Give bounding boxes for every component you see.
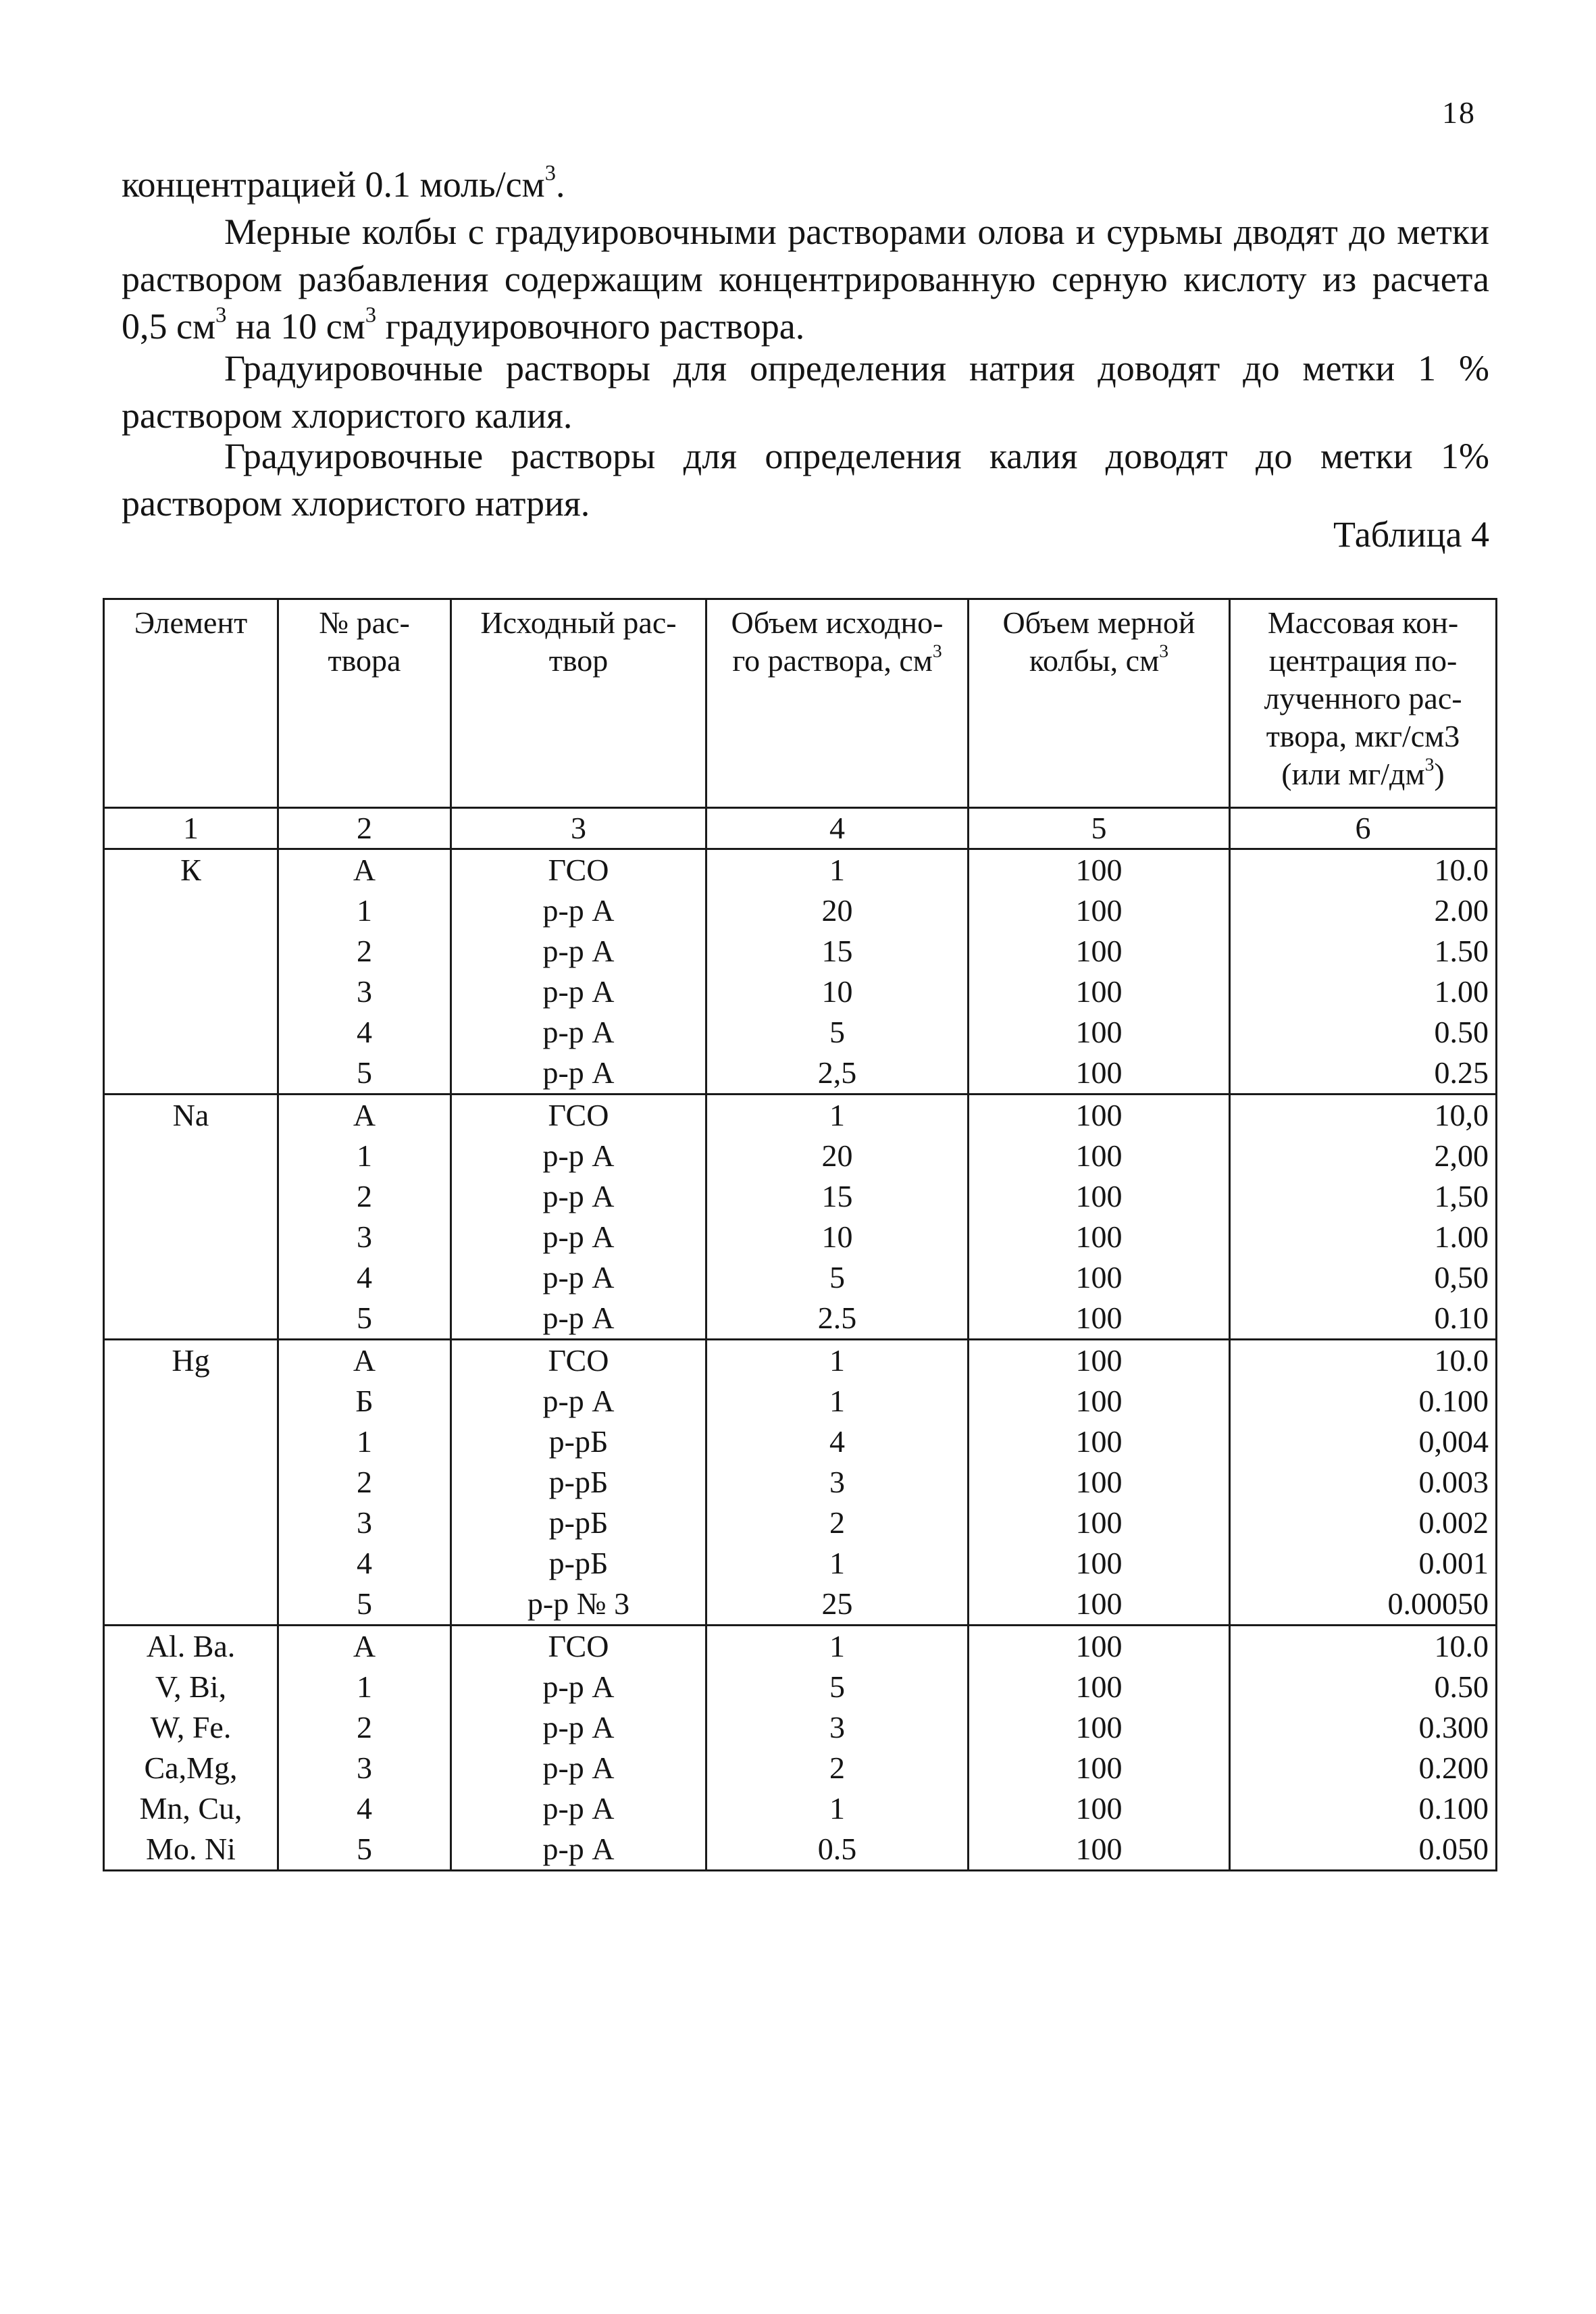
element-cell <box>104 1543 278 1584</box>
source-volume-cell: 25 <box>706 1584 969 1626</box>
flask-volume-cell: 100 <box>969 1788 1230 1829</box>
element-cell: Al. Ba. <box>104 1626 278 1667</box>
solution-number-cell: Б <box>278 1381 451 1422</box>
source-solution-cell: р-р А <box>451 1257 706 1298</box>
flask-volume-cell: 100 <box>969 1667 1230 1707</box>
element-cell <box>104 931 278 972</box>
flask-volume-cell: 100 <box>969 1053 1230 1095</box>
solution-number-cell: 4 <box>278 1012 451 1053</box>
solution-number-cell: А <box>278 1095 451 1136</box>
solution-number-cell: 2 <box>278 1462 451 1503</box>
solution-number-cell: 1 <box>278 1136 451 1176</box>
source-solution-cell: ГСО <box>451 1095 706 1136</box>
solution-number-cell: 3 <box>278 1503 451 1543</box>
flask-volume-cell: 100 <box>969 1748 1230 1788</box>
column-number: 6 <box>1230 808 1497 849</box>
element-group <box>104 849 1497 1095</box>
solution-number-cell: 3 <box>278 972 451 1012</box>
concentration-cell: 0.10 <box>1230 1298 1497 1340</box>
solution-number-cell: 2 <box>278 931 451 972</box>
element-cell <box>104 1503 278 1543</box>
table-row <box>104 890 1497 931</box>
header-solution-number: № рас- твора <box>278 599 451 808</box>
source-volume-cell: 5 <box>706 1667 969 1707</box>
table-row <box>104 1217 1497 1257</box>
element-cell <box>104 1053 278 1095</box>
concentration-cell: 0.100 <box>1230 1788 1497 1829</box>
element-cell: V, Bi, <box>104 1667 278 1707</box>
paragraph-1: концентрацией 0.1 моль/$см^3$. <box>122 161 565 205</box>
solution-number-cell: 3 <box>278 1748 451 1788</box>
concentration-cell: 0.200 <box>1230 1748 1497 1788</box>
source-volume-cell: 10 <box>706 972 969 1012</box>
source-volume-cell: 5 <box>706 1257 969 1298</box>
column-number: 3 <box>451 808 706 849</box>
concentration-cell: 0.050 <box>1230 1829 1497 1871</box>
table-row <box>104 1095 1497 1136</box>
table-row <box>104 1788 1497 1829</box>
concentration-cell: 0.00050 <box>1230 1584 1497 1626</box>
source-solution-cell: р-р А <box>451 1176 706 1217</box>
element-cell: Ca,Mg, <box>104 1748 278 1788</box>
source-volume-cell: 0.5 <box>706 1829 969 1871</box>
table-row <box>104 1829 1497 1871</box>
flask-volume-cell: 100 <box>969 1462 1230 1503</box>
solution-number-cell: 2 <box>278 1176 451 1217</box>
source-volume-cell: 4 <box>706 1422 969 1462</box>
source-solution-cell: ГСО <box>451 849 706 891</box>
table-row <box>104 1053 1497 1095</box>
paragraph-3: Градуировочные растворы для определения натрия доводят до метки 1 % раствором хлористого калия. <box>122 348 1489 436</box>
column-number: 1 <box>104 808 278 849</box>
concentration-cell: 10.0 <box>1230 1626 1497 1667</box>
element-cell: W, Fe. <box>104 1707 278 1748</box>
source-solution-cell: р-р № 3 <box>451 1584 706 1626</box>
flask-volume-cell: 100 <box>969 1176 1230 1217</box>
source-volume-cell: 10 <box>706 1217 969 1257</box>
solution-number-cell: 2 <box>278 1707 451 1748</box>
element-cell: Na <box>104 1095 278 1136</box>
solution-number-cell: А <box>278 1340 451 1382</box>
concentration-cell: 1.00 <box>1230 972 1497 1012</box>
column-number: 4 <box>706 808 969 849</box>
concentration-cell: 1.50 <box>1230 931 1497 972</box>
table-row <box>104 1503 1497 1543</box>
source-solution-cell: р-р А <box>451 1298 706 1340</box>
flask-volume-cell: 100 <box>969 1829 1230 1871</box>
table-label: Таблица 4 <box>1333 514 1489 555</box>
header-element: Элемент <box>104 599 278 808</box>
source-volume-cell: 2 <box>706 1748 969 1788</box>
source-volume-cell: 15 <box>706 931 969 972</box>
concentration-cell: 0,004 <box>1230 1422 1497 1462</box>
element-cell <box>104 1298 278 1340</box>
concentration-cell: 1,50 <box>1230 1176 1497 1217</box>
source-volume-cell: 1 <box>706 1543 969 1584</box>
paragraph-4: Градуировочные растворы для определения калия доводят до метки 1% раствором хлористого натрия. <box>122 436 1489 524</box>
table-row <box>104 1422 1497 1462</box>
solution-number-cell: 5 <box>278 1053 451 1095</box>
concentration-cell: 10.0 <box>1230 849 1497 891</box>
flask-volume-cell: 100 <box>969 890 1230 931</box>
source-solution-cell: р-рБ <box>451 1543 706 1584</box>
source-solution-cell: р-р А <box>451 1217 706 1257</box>
source-volume-cell: 1 <box>706 1788 969 1829</box>
solution-number-cell: 4 <box>278 1543 451 1584</box>
element-cell <box>104 890 278 931</box>
source-solution-cell: р-рБ <box>451 1422 706 1462</box>
table-row <box>104 972 1497 1012</box>
element-cell: Mn, Cu, <box>104 1788 278 1829</box>
source-solution-cell: р-р А <box>451 890 706 931</box>
source-volume-cell: 2.5 <box>706 1298 969 1340</box>
flask-volume-cell: 100 <box>969 1340 1230 1382</box>
source-volume-cell: 2 <box>706 1503 969 1543</box>
element-cell <box>104 1584 278 1626</box>
source-solution-cell: ГСО <box>451 1340 706 1382</box>
element-group <box>104 1340 1497 1626</box>
solution-number-cell: 5 <box>278 1584 451 1626</box>
element-cell: Hg <box>104 1340 278 1382</box>
source-solution-cell: р-р А <box>451 1707 706 1748</box>
solution-number-cell: 1 <box>278 1667 451 1707</box>
solution-number-cell: 4 <box>278 1257 451 1298</box>
source-solution-cell: ГСО <box>451 1626 706 1667</box>
source-solution-cell: р-р А <box>451 1748 706 1788</box>
column-number: 5 <box>969 808 1230 849</box>
concentration-cell: 0.100 <box>1230 1381 1497 1422</box>
source-solution-cell: р-рБ <box>451 1503 706 1543</box>
element-group <box>104 1095 1497 1340</box>
header-flask-volume: Объем мерной колбы, $см^3$ <box>969 599 1230 808</box>
header-source-volume: Объем исходно- го раствора, $см^3$ <box>706 599 969 808</box>
paragraph-2: Мерные колбы с градуировочными растворами олова и сурьмы дводят до метки раствором разбавления содержащим концентрированную серную кислоту из расчета 0,5 $см^3$ на 10 $см^3$ градуировочного раствора. <box>122 211 1489 347</box>
flask-volume-cell: 100 <box>969 1381 1230 1422</box>
column-number-row <box>104 808 1497 849</box>
solution-number-cell: А <box>278 849 451 891</box>
solution-number-cell: 5 <box>278 1829 451 1871</box>
source-solution-cell: р-р А <box>451 1788 706 1829</box>
flask-volume-cell: 100 <box>969 972 1230 1012</box>
concentration-cell: 0.003 <box>1230 1462 1497 1503</box>
table-row <box>104 1543 1497 1584</box>
table-row <box>104 1748 1497 1788</box>
flask-volume-cell: 100 <box>969 1584 1230 1626</box>
concentration-cell: 0.001 <box>1230 1543 1497 1584</box>
solution-number-cell: 3 <box>278 1217 451 1257</box>
source-volume-cell: 3 <box>706 1707 969 1748</box>
flask-volume-cell: 100 <box>969 1298 1230 1340</box>
header-mass-concentration: Массовая кон- центрация по- лученного рас- твора, мкг/см3 (или $мг/дм^3$) <box>1230 599 1497 808</box>
concentration-cell: 10,0 <box>1230 1095 1497 1136</box>
element-cell <box>104 1381 278 1422</box>
source-solution-cell: р-р А <box>451 1012 706 1053</box>
element-cell <box>104 1217 278 1257</box>
column-number: 2 <box>278 808 451 849</box>
element-cell <box>104 1176 278 1217</box>
flask-volume-cell: 100 <box>969 1136 1230 1176</box>
element-group <box>104 1626 1497 1871</box>
source-volume-cell: 20 <box>706 890 969 931</box>
concentration-cell: 10.0 <box>1230 1340 1497 1382</box>
concentration-cell: 2,00 <box>1230 1136 1497 1176</box>
table-row <box>104 1381 1497 1422</box>
source-solution-cell: р-р А <box>451 1667 706 1707</box>
source-solution-cell: р-р А <box>451 1381 706 1422</box>
table-row <box>104 1626 1497 1667</box>
source-solution-cell: р-р А <box>451 931 706 972</box>
source-volume-cell: 1 <box>706 1340 969 1382</box>
element-cell <box>104 1136 278 1176</box>
flask-volume-cell: 100 <box>969 1626 1230 1667</box>
solution-number-cell: 4 <box>278 1788 451 1829</box>
flask-volume-cell: 100 <box>969 1095 1230 1136</box>
table-row <box>104 1257 1497 1298</box>
table-row <box>104 1136 1497 1176</box>
concentration-cell: 0.002 <box>1230 1503 1497 1543</box>
concentration-cell: 0.50 <box>1230 1667 1497 1707</box>
element-cell <box>104 1462 278 1503</box>
table-row <box>104 1298 1497 1340</box>
flask-volume-cell: 100 <box>969 1543 1230 1584</box>
source-volume-cell: 3 <box>706 1462 969 1503</box>
flask-volume-cell: 100 <box>969 1217 1230 1257</box>
table-row <box>104 1667 1497 1707</box>
solution-number-cell: А <box>278 1626 451 1667</box>
concentration-cell: 0.50 <box>1230 1012 1497 1053</box>
source-volume-cell: 1 <box>706 849 969 891</box>
table-row <box>104 931 1497 972</box>
table-row <box>104 1012 1497 1053</box>
element-cell <box>104 1012 278 1053</box>
source-solution-cell: р-рБ <box>451 1462 706 1503</box>
table-row <box>104 1584 1497 1626</box>
table-row <box>104 1462 1497 1503</box>
source-volume-cell: 1 <box>706 1095 969 1136</box>
source-solution-cell: р-р А <box>451 972 706 1012</box>
concentration-cell: 2.00 <box>1230 890 1497 931</box>
element-cell <box>104 1422 278 1462</box>
flask-volume-cell: 100 <box>969 1422 1230 1462</box>
source-volume-cell: 1 <box>706 1381 969 1422</box>
table-row <box>104 1340 1497 1382</box>
table-row <box>104 1707 1497 1748</box>
source-volume-cell: 20 <box>706 1136 969 1176</box>
source-volume-cell: 1 <box>706 1626 969 1667</box>
calibration-table <box>103 598 1497 1871</box>
table-header-row <box>104 599 1497 808</box>
concentration-cell: 0,50 <box>1230 1257 1497 1298</box>
flask-volume-cell: 100 <box>969 1257 1230 1298</box>
table-row <box>104 1176 1497 1217</box>
source-volume-cell: 5 <box>706 1012 969 1053</box>
source-solution-cell: р-р А <box>451 1053 706 1095</box>
element-cell: Mo. Ni <box>104 1829 278 1871</box>
flask-volume-cell: 100 <box>969 1503 1230 1543</box>
header-source-solution: Исходный рас- твор <box>451 599 706 808</box>
source-solution-cell: р-р А <box>451 1829 706 1871</box>
flask-volume-cell: 100 <box>969 1707 1230 1748</box>
source-solution-cell: р-р А <box>451 1136 706 1176</box>
solution-number-cell: 1 <box>278 890 451 931</box>
table-row <box>104 849 1497 891</box>
element-cell <box>104 972 278 1012</box>
solution-number-cell: 1 <box>278 1422 451 1462</box>
source-volume-cell: 15 <box>706 1176 969 1217</box>
element-cell: К <box>104 849 278 891</box>
concentration-cell: 0.300 <box>1230 1707 1497 1748</box>
solution-number-cell: 5 <box>278 1298 451 1340</box>
flask-volume-cell: 100 <box>969 1012 1230 1053</box>
flask-volume-cell: 100 <box>969 931 1230 972</box>
concentration-cell: 1.00 <box>1230 1217 1497 1257</box>
flask-volume-cell: 100 <box>969 849 1230 891</box>
concentration-cell: 0.25 <box>1230 1053 1497 1095</box>
element-cell <box>104 1257 278 1298</box>
source-volume-cell: 2,5 <box>706 1053 969 1095</box>
page-number: 18 <box>1442 95 1476 130</box>
